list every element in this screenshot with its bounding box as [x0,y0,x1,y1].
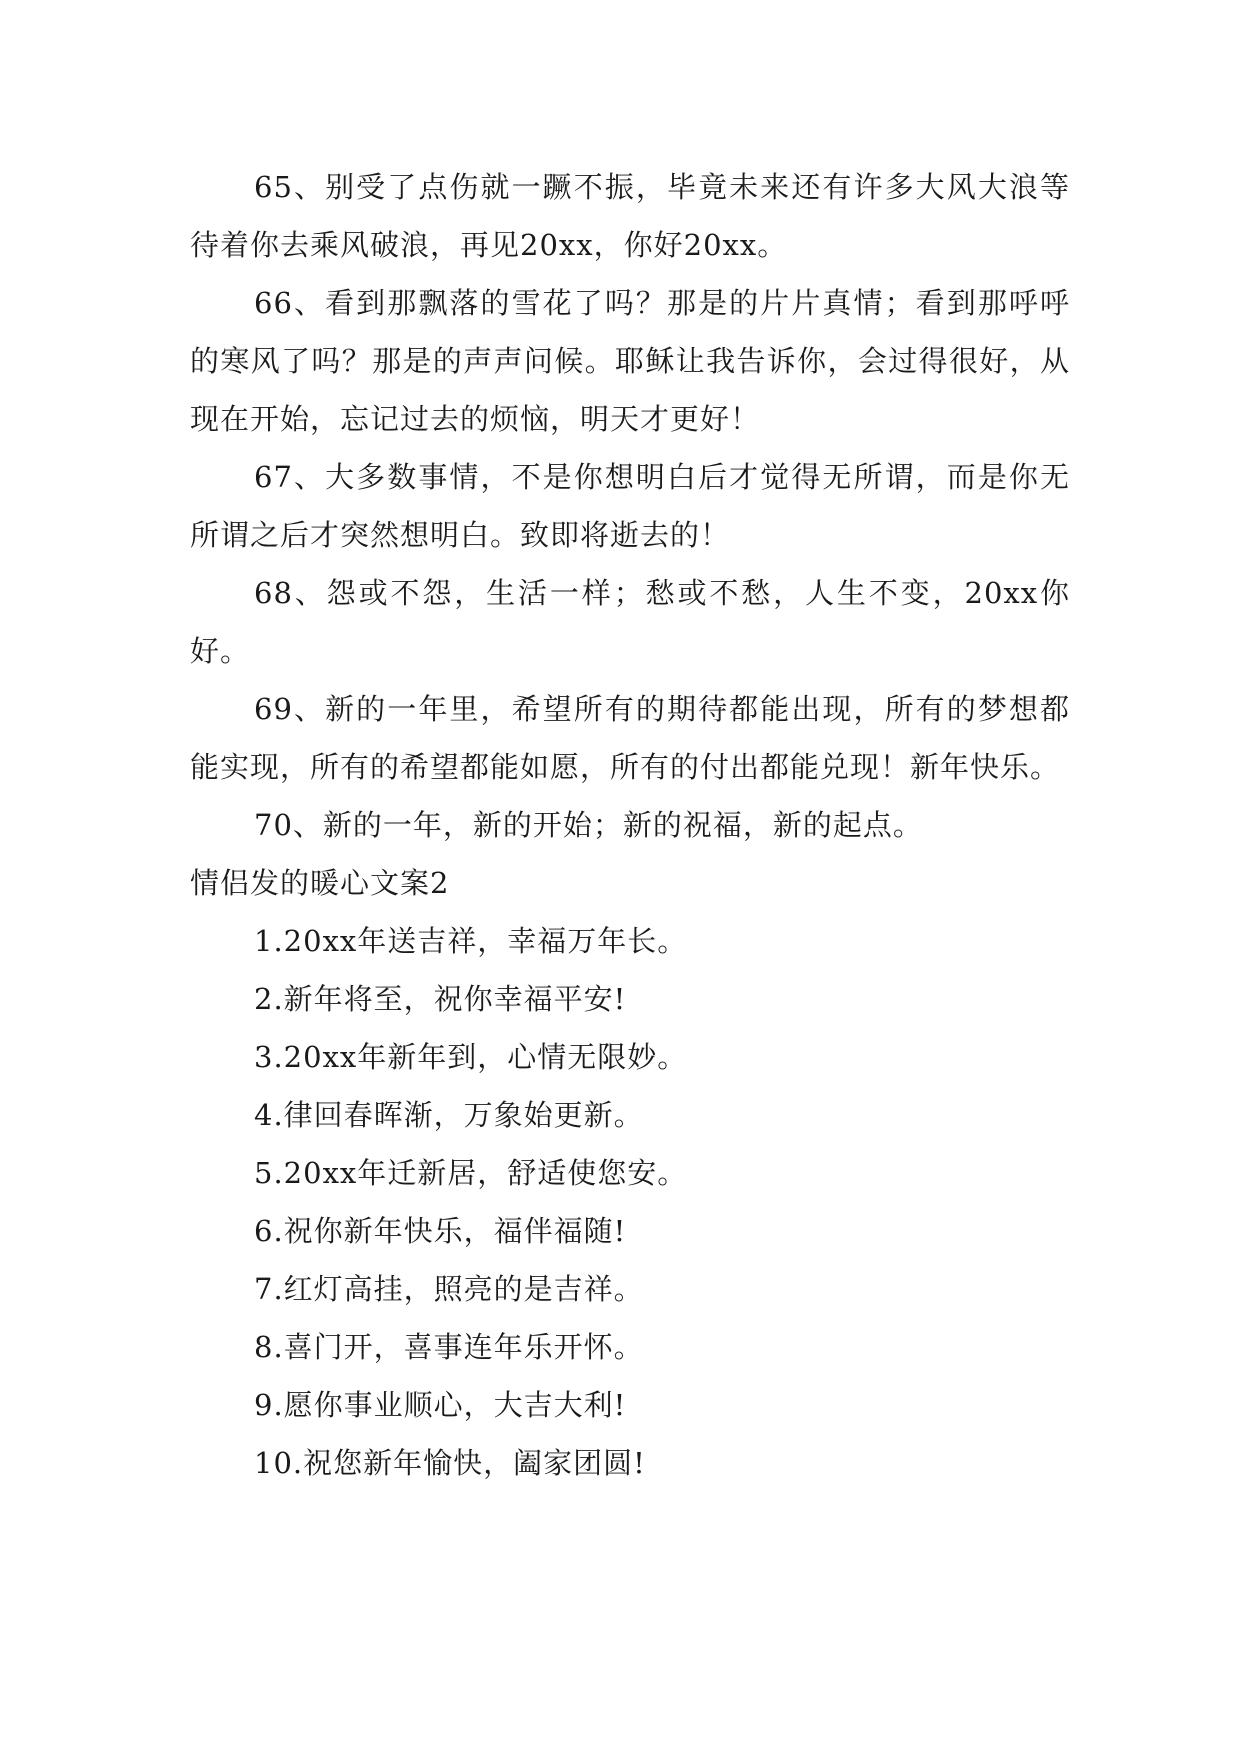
list-item: 2.新年将至，祝你幸福平安! [254,982,627,1016]
list-item: 8.喜门开，喜事连年乐开怀。 [254,1330,644,1364]
list-item: 3.20xx年新年到，心情无限妙。 [254,1040,688,1074]
paragraph-66: 66、看到那飘落的雪花了吗？那是的片片真情；看到那呼呼的寒风了吗？那是的声声问候。耶稣让我告诉你，会过得很好，从现在开始，忘记过去的烦恼，明天才更好！ [190,286,1070,436]
document-page [190,158,1070,1492]
paragraph-65: 65、别受了点伤就一蹶不振，毕竟未来还有许多大风大浪等待着你去乘风破浪，再见20xx，你好20xx。 [190,170,1070,262]
paragraph-68: 68、怨或不怨，生活一样；愁或不愁，人生不变，20xx你好。 [190,576,1070,668]
paragraph-67: 67、大多数事情，不是你想明白后才觉得无所谓，而是你无所谓之后才突然想明白。致即将逝去的！ [190,460,1070,552]
paragraph-70: 70、新的一年，新的开始；新的祝福，新的起点。 [254,808,923,842]
list-item: 1.20xx年送吉祥，幸福万年长。 [254,924,688,958]
list-item: 6.祝你新年快乐，福伴福随! [254,1214,627,1248]
list-item: 7.红灯高挂，照亮的是吉祥。 [254,1272,644,1306]
section-heading: 情侣发的暖心文案2 [190,866,450,900]
list-item: 10.祝您新年愉快，阖家团圆! [254,1446,646,1480]
list-item: 9.愿你事业顺心，大吉大利! [254,1388,627,1422]
paragraph-69: 69、新的一年里，希望所有的期待都能出现，所有的梦想都能实现，所有的希望都能如愿，所有的付出都能兑现！新年快乐。 [190,692,1070,784]
list-item: 4.律回春晖渐，万象始更新。 [254,1098,644,1132]
list-item: 5.20xx年迁新居，舒适使您安。 [254,1156,688,1190]
